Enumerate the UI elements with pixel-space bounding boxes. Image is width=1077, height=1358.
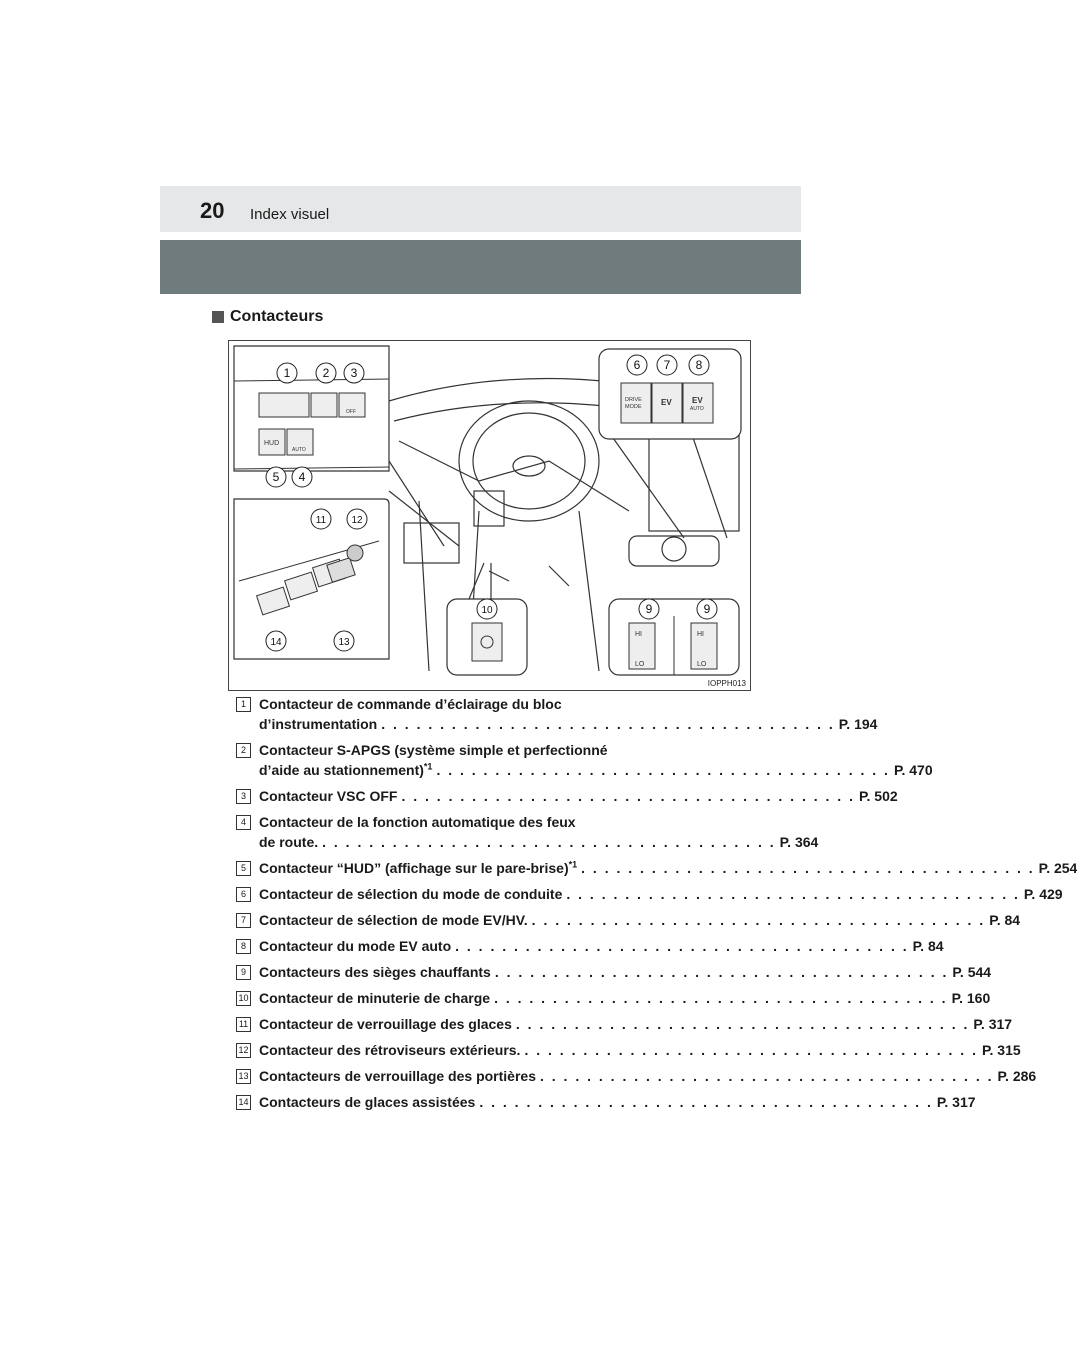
item-number: 11 (236, 1017, 251, 1032)
hi-label-right: HI (697, 631, 704, 638)
hud-label: HUD (264, 440, 280, 447)
drive-label-1: DRIVE (625, 397, 642, 403)
page-ref[interactable]: P. 84 (989, 912, 1021, 928)
ev-auto-ev: EV (692, 396, 703, 405)
item-line: Contacteur de la fonction automatique des feux (259, 814, 576, 830)
item-line: Contacteur des rétroviseurs extérieurs. (259, 1042, 521, 1058)
item-number: 12 (236, 1043, 251, 1058)
page-ref[interactable]: P. 315 (981, 1042, 1021, 1058)
item-line: de route. (259, 834, 319, 850)
list-item (236, 1014, 1013, 1034)
item-line: Contacteur de commande d’éclairage du bloc (259, 696, 562, 712)
item-line: Contacteur de sélection de mode EV/HV. (259, 912, 528, 928)
ev-label: EV (661, 398, 672, 407)
hi-label-left: HI (635, 631, 642, 638)
leader-dots: . . . . . . . . . . . . . . . . . . . . . . . . . . . . . . . . . . . . . . . (381, 716, 835, 732)
leader-dots: . . . . . . . . . . . . . . . . . . . . . . . . . . . . . . . . . . . . . . . (531, 912, 986, 928)
callout-11: 11 (315, 515, 327, 526)
item-line: Contacteur de verrouillage des glaces (259, 1016, 512, 1032)
list-item (236, 936, 944, 956)
leader-dots: . . . . . . . . . . . . . . . . . . . . . . . . . . . . . . . . . . . . . . . (515, 1016, 970, 1032)
leader-dots: . . . . . . . . . . . . . . . . . . . . . . . . . . . . . . . . . . . . . . . (539, 1068, 994, 1084)
page-number: 20 (200, 198, 225, 223)
leader-dots: . . . . . . . . . . . . . . . . . . . . . . . . . . . . . . . . . . . . . . . (494, 990, 948, 1006)
lo-label-right: LO (697, 661, 707, 668)
list-item (236, 812, 819, 852)
list-item (236, 694, 878, 734)
list-item (236, 740, 933, 780)
list-item (236, 884, 1063, 904)
page-ref[interactable]: P. 160 (951, 990, 991, 1006)
list-item (236, 786, 898, 806)
callout-9b: 9 (703, 602, 711, 616)
section-banner (160, 240, 801, 294)
list-item (236, 1040, 1021, 1060)
item-number: 6 (236, 887, 251, 902)
item-line: Contacteur VSC OFF (259, 788, 398, 804)
switches-illustration (228, 340, 751, 691)
ev-auto-label: AUTO (690, 406, 704, 412)
page-ref[interactable]: P. 544 (952, 964, 992, 980)
inset-panel-1-5 (234, 346, 389, 471)
leader-dots: . . . . . . . . . . . . . . . . . . . . . . . . . . . . . . . . . . . . . . . (479, 1094, 933, 1110)
callout-7: 7 (663, 358, 671, 372)
item-line: Contacteurs de verrouillage des portières (259, 1068, 536, 1084)
page-ref[interactable]: P. 254 (1038, 860, 1077, 876)
auto-label: AUTO (292, 447, 306, 453)
callout-1: 1 (283, 366, 291, 380)
item-line: Contacteur de sélection du mode de conduite (259, 886, 563, 902)
leader-dots: . . . . . . . . . . . . . . . . . . . . . . . . . . . . . . . . . . . . . . . (322, 834, 776, 850)
leader-dots: . . . . . . . . . . . . . . . . . . . . . . . . . . . . . . . . . . . . . . . (455, 938, 909, 954)
item-number: 7 (236, 913, 251, 928)
callout-4: 4 (298, 470, 306, 484)
callout-5: 5 (272, 470, 280, 484)
drive-label-2: MODE (625, 404, 642, 410)
leader-dots: . . . . . . . . . . . . . . . . . . . . . . . . . . . . . . . . . . . . . . . (581, 860, 1035, 876)
page-ref[interactable]: P. 194 (838, 716, 878, 732)
page-ref[interactable]: P. 286 (997, 1068, 1037, 1084)
item-number: 4 (236, 815, 251, 830)
item-line: d’aide au stationnement) (259, 762, 424, 778)
callout-10: 10 (481, 605, 493, 616)
page-ref[interactable]: P. 470 (893, 762, 933, 778)
page-ref[interactable]: P. 429 (1023, 886, 1063, 902)
list-item (236, 858, 1077, 878)
page-ref[interactable]: P. 364 (779, 834, 819, 850)
leader-dots: . . . . . . . . . . . . . . . . . . . . . . . . . . . . . . . . . . . . . . . (494, 964, 949, 980)
page-ref[interactable]: P. 84 (912, 938, 944, 954)
callout-2: 2 (322, 366, 330, 380)
callout-6: 6 (633, 358, 641, 372)
footnote-marker: *1 (423, 761, 433, 772)
subheading-text: Contacteurs (230, 308, 324, 325)
list-item (236, 1092, 976, 1112)
leader-dots: . . . . . . . . . . . . . . . . . . . . . . . . . . . . . . . . . . . . . . . (524, 1042, 978, 1058)
item-number: 14 (236, 1095, 251, 1110)
item-number: 9 (236, 965, 251, 980)
item-number: 1 (236, 697, 251, 712)
callout-14: 14 (270, 637, 282, 648)
callout-12: 12 (351, 515, 363, 526)
item-line: Contacteur S-APGS (système simple et perfectionné (259, 742, 608, 758)
leader-dots: . . . . . . . . . . . . . . . . . . . . . . . . . . . . . . . . . . . . . . . (566, 886, 1020, 902)
inset-panel-9 (609, 599, 739, 675)
callout-9a: 9 (645, 602, 653, 616)
page-ref[interactable]: P. 502 (858, 788, 898, 804)
callout-13: 13 (338, 637, 350, 648)
square-bullet-icon (212, 311, 224, 323)
subheading (212, 308, 323, 326)
item-line: Contacteur de minuterie de charge (259, 990, 491, 1006)
item-number: 13 (236, 1069, 251, 1084)
item-number: 5 (236, 861, 251, 876)
dashboard-drawing (229, 341, 750, 690)
section-title: Index visuel (250, 206, 330, 223)
callout-8: 8 (695, 358, 703, 372)
item-number: 8 (236, 939, 251, 954)
page-ref[interactable]: P. 317 (936, 1094, 976, 1110)
list-item (236, 962, 992, 982)
leader-dots: . . . . . . . . . . . . . . . . . . . . . . . . . . . . . . . . . . . . . . . (436, 762, 890, 778)
list-item (236, 988, 991, 1008)
item-line: Contacteurs des sièges chauffants (259, 964, 491, 980)
callout-3: 3 (350, 366, 358, 380)
item-line: Contacteurs de glaces assistées (259, 1094, 476, 1110)
off-label: OFF (346, 409, 356, 415)
lo-label-left: LO (635, 661, 645, 668)
page-ref[interactable]: P. 317 (973, 1016, 1013, 1032)
switch-index-list (236, 694, 1077, 1118)
item-line: d’instrumentation (259, 716, 378, 732)
item-number: 2 (236, 743, 251, 758)
figure-code: IOPPH013 (707, 679, 746, 688)
item-number: 3 (236, 789, 251, 804)
item-number: 10 (236, 991, 251, 1006)
item-line: Contacteur du mode EV auto (259, 938, 452, 954)
footnote-marker: *1 (568, 859, 578, 870)
leader-dots: . . . . . . . . . . . . . . . . . . . . . . . . . . . . . . . . . . . . . . . (401, 788, 855, 804)
list-item (236, 910, 1021, 930)
item-line: Contacteur “HUD” (affichage sur le pare-brise) (259, 860, 569, 876)
list-item (236, 1066, 1037, 1086)
